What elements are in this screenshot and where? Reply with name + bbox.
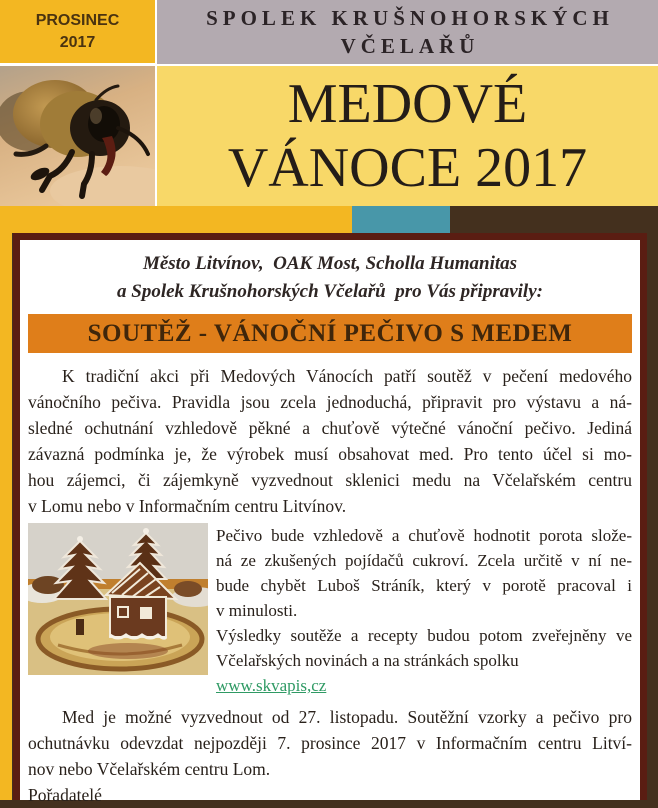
- text-line: Včelařských novinách a na stránkách spolku: [216, 651, 519, 670]
- text-line: sledné ochutnání vzhledově pěkné a chuťově výtečné vánoční pečivo. Jediná: [28, 418, 632, 438]
- text-line: hou zájemci, či zájemkyně vyzvednout sklenici medu na Včelařském centru: [28, 470, 632, 490]
- issue-date-box: [0, 0, 155, 63]
- organization-name-line2: VČELAŘŮ: [340, 34, 480, 58]
- signature: Pořadatelé: [28, 785, 102, 805]
- text-line: v minulosti.: [216, 601, 298, 620]
- text-line: v Lomu nebo v Informačním centru Litvínov.: [28, 496, 347, 516]
- left-gold-strip: [0, 206, 12, 800]
- media-row: [28, 523, 632, 698]
- text-line: bude chybět Luboš Stráník, který v porotě pracoval i: [216, 576, 632, 595]
- newsletter-title-line1: MEDOVÉ: [287, 73, 528, 135]
- article-box: [13, 233, 647, 805]
- teal-accent-block: [352, 206, 450, 233]
- text-line: K tradiční akci při Medových Vánocích patří soutěž v pečení medového: [62, 366, 632, 386]
- newsletter-title-line2: VÁNOCE 2017: [227, 137, 588, 199]
- gingerbread-photo: [28, 523, 208, 675]
- text-line: Med je možné vyzvednout od 27. listopadu. Soutěžní vzorky a pečivo pro: [62, 707, 632, 727]
- intro-line-1: Město Litvínov, OAK Most, Scholla Humanitas: [142, 253, 518, 274]
- organization-name-line1: SPOLEK KRUŠNOHORSKÝCH: [206, 6, 614, 30]
- link-line: [216, 673, 632, 698]
- media-text: [216, 523, 632, 698]
- paragraph-2: [28, 704, 632, 782]
- text-line: ochutnávku odevzdat nejpozději 7. prosince 2017 v Informačním centru Litví-: [28, 733, 632, 753]
- spolek-website-link[interactable]: www.skvapis,cz: [216, 676, 327, 695]
- text-line: Pečivo bude vzhledově a chuťově hodnotit porota slože-: [216, 526, 632, 545]
- intro-line-2: a Spolek Krušnohorských Včelařů pro Vás připravily:: [117, 281, 543, 302]
- newsletter-title: [157, 66, 658, 206]
- contest-banner: SOUTĚŽ - VÁNOČNÍ PEČIVO S MEDEM: [28, 314, 632, 353]
- issue-year: 2017: [59, 33, 96, 51]
- paragraph-1: [28, 363, 632, 519]
- text-line: závazná podmínka je, že výrobek musí obsahovat med. Pro tento účel si mo-: [28, 444, 632, 464]
- issue-month: PROSINEC: [35, 11, 120, 29]
- text-line: ná ze zkušených pojídačů cukroví. Zcela určitě v ní ne-: [216, 551, 632, 570]
- media-paragraph-1: [216, 523, 632, 623]
- organization-name: [157, 0, 658, 64]
- gold-band: [0, 206, 352, 233]
- text-line: vánočního pečiva. Pravidla jsou zcela jednoduchá, připravit pro výstavu a ná-: [28, 392, 632, 412]
- text-line: nov nebo Včelařském centru Lom.: [28, 759, 271, 779]
- text-line: Výsledky soutěže a recepty budou potom zveřejněny ve: [216, 626, 632, 645]
- media-paragraph-2: [216, 623, 632, 673]
- bee-photo: [0, 66, 155, 206]
